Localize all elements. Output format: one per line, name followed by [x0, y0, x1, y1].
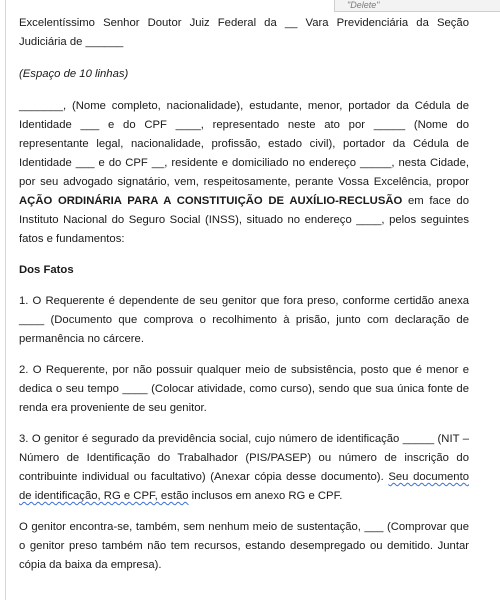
action-title: AÇÃO ORDINÁRIA PARA A CONSTITUIÇÃO DE AUXÍLIO-RECLUSÃO — [19, 195, 403, 207]
intro-paragraph — [19, 97, 469, 249]
page-margin-line — [5, 0, 6, 600]
spacing-note: (Espaço de 10 linhas) — [19, 68, 129, 80]
delete-tag[interactable]: "Delete" — [334, 0, 500, 12]
paragraph-3-text: 3. O genitor é segurado da previdência social, cujo número de identificação _____ (NIT – Número de Identificação do Trabalhador (PIS/PASEP) ou número de inscrição do contribuinte individual ou facultativo) (Anexar cópia desse documento). — [19, 433, 469, 483]
intro-text-1: _______, (Nome completo, nacionalidade), estudante, menor, portador da Cédula de Identidade ___ e do CPF ____, representado neste ato por _____ (Nome do representante legal, nacionalidade, profissão, estado civil), portador da Cédula de Identidade ___ e do CPF __, residente e domiciliado no endereço _____, nesta Cidade, por seu advogado signatário, vem, respeitosamente, perante Vossa Excelência, propor — [19, 100, 469, 188]
paragraph-3-text-end: inclusos em anexo RG e CPF. — [188, 490, 343, 502]
paragraph-1: 1. O Requerente é dependente de seu genitor que fora preso, conforme certidão anexa ____ (Documento que comprova o recolhimento à prisão, junto com declaração de permanência no cárcere. — [19, 295, 469, 345]
paragraph-4: O genitor encontra-se, também, sem nenhum meio de sustentação, ___ (Comprovar que o genitor preso também não tem recursos, estando desempregado ou demitido. Juntar cópia da baixa da empresa). — [19, 521, 469, 571]
grammar-flagged-text[interactable]: Seu documento de identificação, RG e CPF, estão — [19, 471, 469, 502]
section-title: Dos Fatos — [19, 264, 74, 276]
address-line: Excelentíssimo Senhor Doutor Juiz Federal da __ Vara Previdenciária da Seção Judiciária de ______ — [19, 17, 469, 48]
paragraph-2: 2. O Requerente, por não possuir qualquer meio de subsistência, posto que é menor e dedica o seu tempo ____ (Colocar atividade, como curso), sendo que sua única fonte de renda era proveniente de seu genitor. — [19, 364, 469, 414]
document-body[interactable] — [19, 14, 469, 575]
paragraph-3 — [19, 430, 469, 506]
intro-text-2: em face do Instituto Nacional do Seguro Social (INSS), situado no endereço ____, pelos seguintes fatos e fundamentos: — [19, 195, 470, 245]
